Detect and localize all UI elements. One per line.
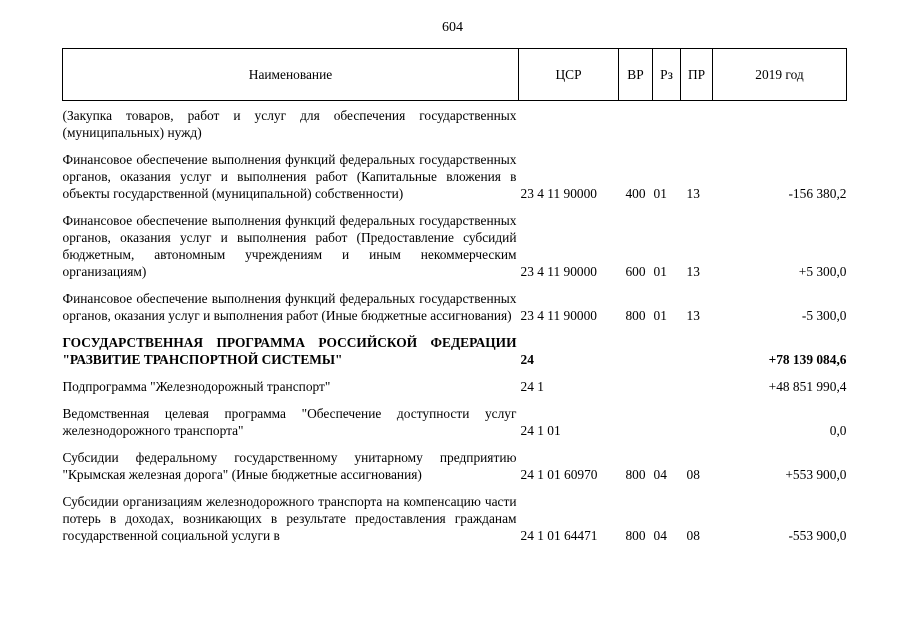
row-vr-cell: 800 bbox=[625, 528, 646, 543]
row-csr-cell: 24 1 01 bbox=[520, 423, 561, 438]
row-pr-cell: 13 bbox=[686, 186, 700, 201]
row-csr-cell: 24 1 bbox=[520, 379, 544, 394]
row-pr-cell bbox=[681, 101, 713, 150]
row-pr-cell bbox=[681, 403, 713, 447]
row-vr-cell: 800 bbox=[625, 467, 646, 482]
table-row bbox=[63, 149, 847, 210]
row-pr-cell: 13 bbox=[686, 308, 700, 323]
row-vr-cell: 600 bbox=[625, 264, 646, 279]
header-vr: ВР bbox=[619, 49, 653, 101]
header-name: Наименование bbox=[63, 49, 519, 101]
row-name-cell: Субсидии федеральному государственному унитарному предприятию "Крымская железная дорога" (Иные бюджетные ассигнования) bbox=[62, 450, 517, 482]
row-vr-cell bbox=[619, 101, 653, 150]
row-rz-cell: 04 bbox=[653, 467, 667, 482]
row-amount-cell: +5 300,0 bbox=[798, 264, 847, 279]
row-csr-cell: 24 1 01 60970 bbox=[520, 467, 598, 482]
row-csr-cell: 23 4 11 90000 bbox=[520, 264, 597, 279]
row-pr-cell bbox=[681, 376, 713, 403]
row-amount-cell: -156 380,2 bbox=[788, 186, 847, 201]
budget-table bbox=[62, 48, 847, 552]
header-year: 2019 год bbox=[713, 49, 847, 101]
row-rz-cell bbox=[653, 101, 681, 150]
row-name-cell: Ведомственная целевая программа "Обеспечение доступности услуг железнодорожного транспорта" bbox=[62, 406, 517, 438]
row-name-cell: (Закупка товаров, работ и услуг для обеспечения государственных (муниципальных) нужд) bbox=[62, 108, 517, 140]
row-amount-cell: 0,0 bbox=[829, 423, 847, 438]
row-name-cell: Финансовое обеспечение выполнения функций федеральных государственных органов, оказания услуг и выполнения работ (Предоставление субсидий бюджетным, автономным учреждениям и иным некоммерческим организациям) bbox=[62, 213, 517, 279]
table-row bbox=[63, 210, 847, 288]
row-amount-cell: -5 300,0 bbox=[801, 308, 847, 323]
table-row bbox=[63, 403, 847, 447]
row-pr-cell bbox=[681, 332, 713, 376]
table-row bbox=[63, 101, 847, 150]
row-amount-cell bbox=[713, 101, 847, 150]
row-vr-cell bbox=[619, 376, 653, 403]
row-name-cell: Финансовое обеспечение выполнения функций федеральных государственных органов, оказания услуг и выполнения работ (Иные бюджетные ассигнования) bbox=[62, 291, 517, 323]
row-amount-cell: +48 851 990,4 bbox=[768, 379, 847, 394]
row-name-cell: Финансовое обеспечение выполнения функций федеральных государственных органов, оказания услуг и выполнения работ (Капитальные вложения в объекты государственной (муниципальной) собственности) bbox=[62, 152, 517, 201]
row-name-cell: Подпрограмма "Железнодорожный транспорт" bbox=[62, 379, 331, 394]
row-rz-cell: 01 bbox=[653, 308, 667, 323]
page-number: 604 bbox=[442, 20, 463, 35]
row-rz-cell: 01 bbox=[653, 264, 667, 279]
table-row bbox=[63, 288, 847, 332]
row-vr-cell bbox=[619, 403, 653, 447]
header-csr: ЦСР bbox=[519, 49, 619, 101]
table-row bbox=[63, 491, 847, 552]
row-rz-cell: 04 bbox=[653, 528, 667, 543]
table-row bbox=[63, 447, 847, 491]
table-row bbox=[63, 376, 847, 403]
table-body bbox=[63, 101, 847, 553]
row-amount-cell: +78 139 084,6 bbox=[768, 352, 847, 367]
row-csr-cell: 24 bbox=[520, 352, 534, 367]
table-row bbox=[63, 332, 847, 376]
row-csr-cell bbox=[519, 101, 619, 150]
row-rz-cell bbox=[653, 403, 681, 447]
row-csr-cell: 23 4 11 90000 bbox=[520, 308, 597, 323]
row-csr-cell: 23 4 11 90000 bbox=[520, 186, 597, 201]
row-vr-cell: 400 bbox=[625, 186, 646, 201]
header-rz: Рз bbox=[653, 49, 681, 101]
row-vr-cell bbox=[619, 332, 653, 376]
table-header-row bbox=[63, 49, 847, 101]
row-pr-cell: 08 bbox=[686, 467, 700, 482]
row-name-cell: Субсидии организациям железнодорожного транспорта на компенсацию части потерь в доходах, возникающих в результате предоставления гражданам государственной социальной услуги в bbox=[62, 494, 517, 543]
header-pr: ПР bbox=[681, 49, 713, 101]
row-rz-cell bbox=[653, 376, 681, 403]
row-amount-cell: -553 900,0 bbox=[788, 528, 847, 543]
row-vr-cell: 800 bbox=[625, 308, 646, 323]
row-pr-cell: 08 bbox=[686, 528, 700, 543]
row-pr-cell: 13 bbox=[686, 264, 700, 279]
row-name-cell: ГОСУДАРСТВЕННАЯ ПРОГРАММА РОССИЙСКОЙ ФЕДЕРАЦИИ "РАЗВИТИЕ ТРАНСПОРТНОЙ СИСТЕМЫ" bbox=[62, 335, 517, 367]
row-csr-cell: 24 1 01 64471 bbox=[520, 528, 598, 543]
row-rz-cell: 01 bbox=[653, 186, 667, 201]
row-rz-cell bbox=[653, 332, 681, 376]
row-amount-cell: +553 900,0 bbox=[785, 467, 847, 482]
